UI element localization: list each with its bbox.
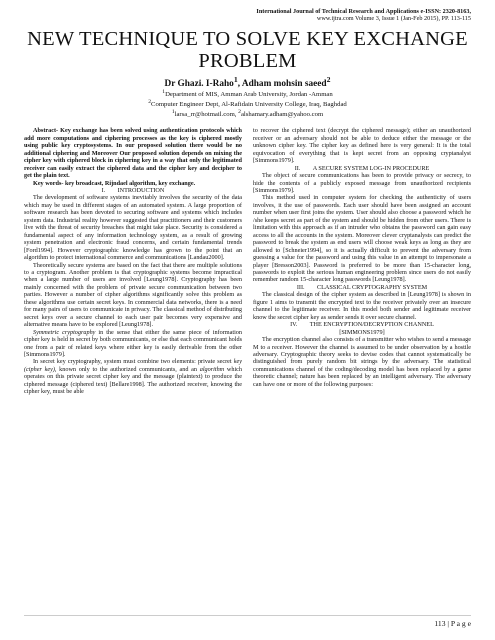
right-paragraph-4: The classical design of the cipher system as described in [Leung1978] is shown in figure 1 aims to transmit the encrypted text to the receiver privately over an insecure channel to the legitimate receiver. In this model both sender and legitimate receiver know the secret cipher key as sender sends it over secure channel. xyxy=(253,291,471,321)
affiliation-2-text: Computer Engineer Dept, Al-Rafidain University College, Iraq, Baghdad xyxy=(151,100,347,108)
section-heading-encryption-channel-ref: [SIMMONS1979] xyxy=(339,328,385,336)
right-column xyxy=(253,127,471,395)
journal-header xyxy=(24,8,471,23)
affiliation-1-text: Department of MIS, Amman Arab University, Jordan -Amman xyxy=(165,91,333,99)
affiliation-2 xyxy=(24,99,471,109)
left-column xyxy=(24,127,242,395)
intro-paragraph-4-text-b: , known only to the authorized communicants, and an xyxy=(54,365,200,373)
author-sep: , xyxy=(237,78,242,89)
intro-paragraph-4 xyxy=(24,358,242,395)
affiliation-1 xyxy=(24,89,471,99)
intro-paragraph-4-text-a: In secret key cryptography, system must combine two elements: private secret xyxy=(33,358,234,366)
email-1-sup: 1 xyxy=(171,108,175,115)
author-2-sup: 2 xyxy=(326,74,331,84)
emphasis-algorithm: algorithm xyxy=(199,365,225,373)
author-2: Adham mohsin saeed xyxy=(241,78,327,89)
two-column-body xyxy=(24,127,471,395)
section-heading-secure-login: II. A SECURE SYSTEM LOG-IN PROCEDURE xyxy=(294,164,430,172)
abstract: Abstract- Key exchange has been solved using authentication protocols which add more computations and ciphering processes as the key is ciphered mostly using public key cryptosystems. In our proposed solution there would be no additional ciphering and Moreover Our proposed solution depends on mixing the cipher key with ciphered block in ciphering key in a way that only the legitimated receiver can easily extract the ciphered data and the cipher key and decipher to get the plain text. xyxy=(24,127,242,180)
section-heading-encryption-channel: IV. THE ENCRYPTION/DECRYPTION CHANNEL xyxy=(290,321,434,329)
author-1: Dr Ghazi. I-Raho xyxy=(164,78,234,89)
journal-header-line2: www.ijtra.com Volume 3, Issue 1 (Jan-Feb 2015), PP. 113-115 xyxy=(316,15,471,23)
right-paragraph-1: to recover the ciphered text (decrypt the ciphered message); either an unauthorized receiver or an adversary should not be able to deduce either the message or the unknown cipher key. The cipher key as defined here is very general: It is the total equivocation of everything that is kept secret from an opposing cryptanalyst [Simmons1979]. xyxy=(253,127,471,165)
keywords: Key words- key broadcast, Rijndael algorithm, key exchange. xyxy=(33,179,196,187)
affiliations xyxy=(24,89,471,118)
section-heading-introduction: I. INTRODUCTION xyxy=(101,187,165,195)
right-paragraph-3: This method used in computer system for checking the authenticity of users involves, it the use of passwords. Each user should have been assigned an account number when user first joins the system. User should also choose a password which he /she keeps secret as part of the system and should be hidden from other users. There is limitation with this approach as if an intruder who obtains the password can gain easy access to all the accounts in the system. Moreover clever cryptanalysts can predict the password to break the system as end users will choose weak keys as long as they are allowed to [Schneier1994], so it is actually difficult to prevent the adversary from guessing a value for the password and using this value in an attempt to impersonate a player [Bresson2003]. Password is preferred to be more than 15-character long, passwords to exploit the serious human engineering problem since users do not easily remember random 15-character long passwords [Leung1978]. xyxy=(253,194,471,284)
right-paragraph-5: The encryption channel also consists of a transmitter who wishes to send a message M to a receiver. However the channel is assumed to be under observation by a hostile adversary. Cryptographic theory seeks to devise codes that cannot systematically be distinguished from purely random bit strings by the adversary. The statistical communications channel of the coding/decoding model has been replaced by a game theoretic channel; nature has been replaced by an intelligent adversary. The adversary can have one or more of the following purposes: xyxy=(253,336,471,388)
author-1-sup: 1 xyxy=(233,74,238,84)
intro-paragraph-4-text-c: which operates on this private secret cipher key and the message (plaintext) to produce the ciphered message (ciphered text) [Bellare1998]. The authorized receiver, knowing the cipher key, must be able xyxy=(24,365,243,396)
email-1: larsa_rr@hotmail.com, xyxy=(174,110,239,118)
right-paragraph-2: The object of secure communications has been to provide privacy or secrecy, to hide the contents of a publicly exposed message from unauthorized recipients [Simmons1979]. xyxy=(253,172,471,195)
intro-paragraph-3 xyxy=(24,329,242,359)
email-2-sup: 2 xyxy=(238,108,241,115)
intro-paragraph-1: The development of software systems inevitably involves the security of the data which may be used in different stages of an automated system. A large proportion of software research has been devoted to securing software and systems which includes system data. Industrial reality however suggested that practitioners and their customers live with the threat of security breaches that might take place. Security is considered a fundamental aspect of any information technology system, as a result of growing system penetration and electronic fraud concerns, and certain fundamental trends [Ford1994]. However cryptographic knowledge has grown to the point that an algorithm to protect international commerce and communications [Landau2000]. xyxy=(24,194,242,262)
intro-paragraph-3-text: in the sense that either the same piece of information cipher key is held in secret by both communicants, or else that each communicant holds one from a pair of related keys where either key is easily derivable from the other [Simmons1979]. xyxy=(24,328,242,358)
paper-title-line1: NEW TECHNIQUE TO SOLVE KEY EXCHANGE xyxy=(27,27,468,50)
author-line xyxy=(24,75,471,89)
affiliation-2-sup: 2 xyxy=(148,98,152,105)
author-emails xyxy=(24,109,471,119)
emphasis-symmetric-cryptography: Symmetric cryptography xyxy=(33,328,96,336)
page-number: 113 | P a g e xyxy=(434,619,471,628)
emphasis-cipher-key: key (cipher key) xyxy=(24,358,242,373)
intro-paragraph-2: Theoretically secure systems are based on the fact that there are multiple solutions to a cryptogram. Another problem is that cryptographic systems become impractical when a large number of users are involved [Leung1978]. Cryptography has been mainly concerned with the problem of private secure communication between two parties. However a number of cipher algorithms significantly solve this problem as these algorithms use certain secret keys. In commercial data networks, there is a need for many pairs of users to communicate in privacy. The classical method of distributing secret keys over a secure channel to each user pair becomes very expensive and alternative means have to be explored [Leung1978]. xyxy=(24,261,242,329)
paper-title xyxy=(24,28,471,72)
paper-title-line2: PROBLEM xyxy=(198,49,297,72)
affiliation-1-sup: 1 xyxy=(162,88,166,95)
journal-header-line1: International Journal of Technical Research and Applications e-ISSN: 2320-8163, xyxy=(256,8,471,15)
footer-divider xyxy=(24,615,471,616)
section-heading-classical-cryptography: III. CLASSICAL CRYPTOGRAPHY SYSTEM xyxy=(296,283,428,291)
email-2: alshamary.adham@yahoo.com xyxy=(240,110,324,118)
